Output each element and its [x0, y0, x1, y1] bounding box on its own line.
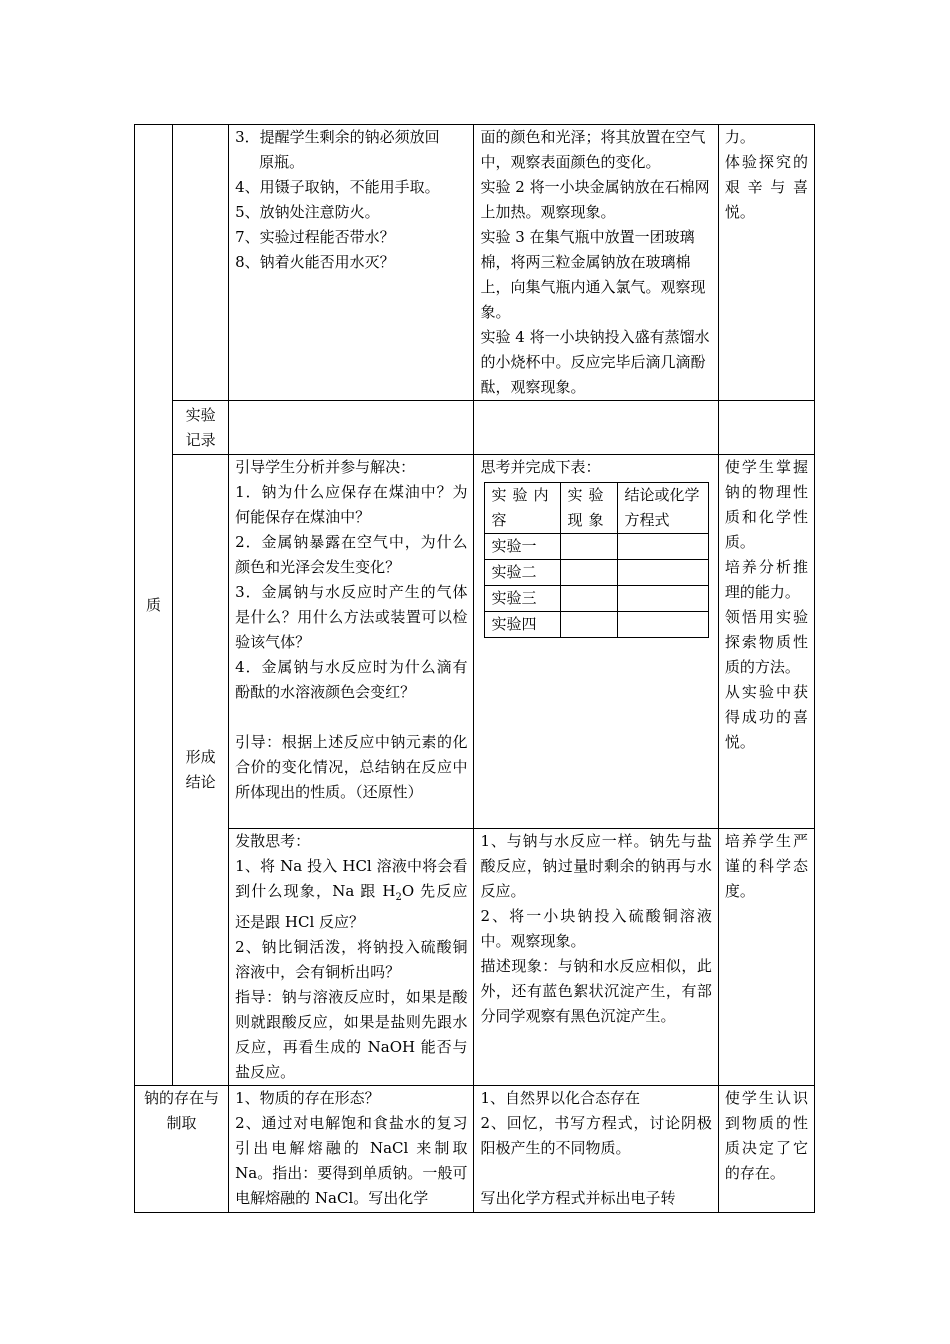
table-cell: 实验三 — [485, 586, 561, 612]
text-paragraph: 培养学生严谨的科学态度。 — [724, 832, 808, 900]
table-row — [485, 560, 709, 586]
text-line: 3．提醒学生剩余的钠必须放回 — [235, 128, 440, 146]
table-cell: 实验一 — [485, 534, 561, 560]
text-paragraph: 指导：钠与溶液反应时，如果是酸则就跟酸反应，如果是盐则先跟水反应，再看生成的 NaOH 能否与盐反应。 — [235, 988, 468, 1081]
column-header: 实验现象 — [561, 483, 618, 534]
text-paragraph: 从实验中获得成功的喜悦。 — [724, 683, 808, 751]
student-activity-cell — [474, 125, 718, 401]
lesson-plan-table — [134, 124, 815, 1213]
text-paragraph: 引导：根据上述反应中钠元素的化合价的变化情况，总结钠在反应中所体现出的性质。（还原性） — [235, 733, 468, 801]
goal-cell — [718, 455, 814, 829]
text-line: 原瓶。 — [259, 153, 305, 171]
section-label: 质 — [146, 595, 162, 614]
text-line: 5、放钠处注意防火。 — [235, 203, 380, 221]
student-activity-cell — [474, 455, 718, 829]
table-row — [485, 534, 709, 560]
text-paragraph: 使学生掌握钠的物理性质和化学性质。 — [724, 458, 808, 551]
text-fragment: O 先反应还是跟 HCl 反应？ — [235, 882, 468, 931]
text-paragraph: 2、通过对电解饱和食盐水的复习引出电解熔融的 NaCl 来制取 Na。指出：要得到单质钠。一般可电解熔融的 NaCl。写出化学 — [235, 1114, 468, 1207]
table-row — [485, 612, 709, 638]
table-cell — [618, 586, 709, 612]
text-line: 写出化学方程式并标出电子转 — [480, 1189, 676, 1207]
section-label-cell — [135, 125, 173, 1086]
text-line: 1、自然界以化合态存在 — [480, 1089, 641, 1107]
empty-label-cell — [173, 125, 229, 401]
table-cell — [561, 612, 618, 638]
text-line: 4、用镊子取钠，不能用手取。 — [235, 178, 440, 196]
goal-cell — [718, 1086, 814, 1213]
text-paragraph — [235, 854, 467, 935]
goal-cell — [718, 829, 814, 1086]
text-paragraph: 面的颜色和光泽；将其放置在空气中，观察表面颜色的变化。 — [480, 128, 706, 171]
text-paragraph: 力。 — [724, 128, 755, 146]
text-line: 引导学生分析并参与解决： — [235, 458, 416, 476]
text-line: 思考并完成下表： — [480, 458, 601, 476]
student-activity-cell — [474, 1086, 718, 1213]
text-paragraph: 实验 3 在集气瓶中放置一团玻璃棉，将两三粒金属钠放在玻璃棉上，向集气瓶内通入氯气。观察现象。 — [480, 228, 706, 321]
experiment-table — [484, 482, 709, 638]
row-label: 实验记录 — [185, 405, 216, 449]
column-header: 实验内容 — [485, 483, 561, 534]
text-paragraph: 1、与钠与水反应一样。钠先与盐酸反应，钠过量时剩余的钠再与水反应。 — [480, 832, 712, 900]
table-cell — [561, 560, 618, 586]
table-cell: 实验二 — [485, 560, 561, 586]
text-paragraph: 领悟用实验探索物质性质的方法。 — [724, 608, 808, 676]
table-row — [135, 125, 815, 401]
row-label-cell — [173, 455, 229, 1086]
text-fragment: 1、将 Na 投入 HCl 溶液中将会看到什么现象，Na 跟 H — [235, 857, 468, 900]
text-paragraph: 实验 4 将一小块钠投入盛有蒸馏水的小烧杯中。反应完毕后滴几滴酚酞，观察现象。 — [480, 328, 710, 396]
table-cell: 实验四 — [485, 612, 561, 638]
text-paragraph: 实验 2 将一小块金属钠放在石棉网上加热。观察现象。 — [480, 178, 710, 221]
text-paragraph: 体验探究的艰辛与喜悦。 — [724, 153, 808, 221]
text-paragraph: 2、将一小块钠投入硫酸铜溶液中。观察现象。 — [480, 907, 712, 950]
subscript: 2 — [395, 892, 402, 903]
row-label-cell — [173, 401, 229, 455]
table-header-row — [485, 483, 709, 534]
table-cell — [618, 560, 709, 586]
table-cell — [618, 534, 709, 560]
text-paragraph: 描述现象：与钠和水反应相似，此外，还有蓝色絮状沉淀产生，有部分同学观察有黑色沉淀产生。 — [480, 957, 712, 1025]
text-paragraph: 3．金属钠与水反应时产生的气体是什么？用什么方法或装置可以检验该气体？ — [235, 583, 468, 651]
empty-cell — [718, 401, 814, 455]
text-paragraph: 使学生认识到物质的性质决定了它的存在。 — [724, 1089, 808, 1182]
goal-cell — [718, 125, 814, 401]
empty-cell — [229, 401, 474, 455]
student-activity-cell — [474, 829, 718, 1086]
text-paragraph: 4．金属钠与水反应时为什么滴有酚酞的水溶液颜色会变红？ — [235, 658, 468, 701]
text-paragraph: 2、回忆，书写方程式，讨论阴极阳极产生的不同物质。 — [480, 1114, 712, 1157]
table-row — [135, 829, 815, 1086]
text-paragraph: 培养分析推理的能力。 — [724, 558, 808, 601]
text-line: 8、钠着火能否用水灭？ — [235, 253, 395, 271]
teacher-activity-cell — [229, 1086, 474, 1213]
text-line: 发散思考： — [235, 832, 311, 850]
text-line: 7、实验过程能否带水？ — [235, 228, 395, 246]
text-line: 1、物质的存在形态？ — [235, 1089, 380, 1107]
empty-cell — [474, 401, 718, 455]
text-paragraph: 2．金属钠暴露在空气中，为什么颜色和光泽会发生变化？ — [235, 533, 468, 576]
text-paragraph: 1．钠为什么应保存在煤油中？为何能保存在煤油中？ — [235, 483, 468, 526]
teacher-activity-cell — [229, 125, 474, 401]
table-row — [135, 401, 815, 455]
table-row — [135, 1086, 815, 1213]
table-row — [485, 586, 709, 612]
teacher-activity-cell — [229, 455, 474, 829]
text-paragraph: 2、钠比铜活泼，将钠投入硫酸铜溶液中，会有铜析出吗？ — [235, 938, 468, 981]
table-cell — [618, 612, 709, 638]
row-label: 形成结论 — [185, 748, 216, 791]
teacher-activity-cell — [229, 829, 474, 1086]
table-row — [135, 455, 815, 829]
row-label-cell — [135, 1086, 229, 1213]
row-label: 钠的存在与制取 — [144, 1089, 220, 1132]
table-cell — [561, 586, 618, 612]
table-cell — [561, 534, 618, 560]
column-header: 结论或化学方程式 — [618, 483, 709, 534]
